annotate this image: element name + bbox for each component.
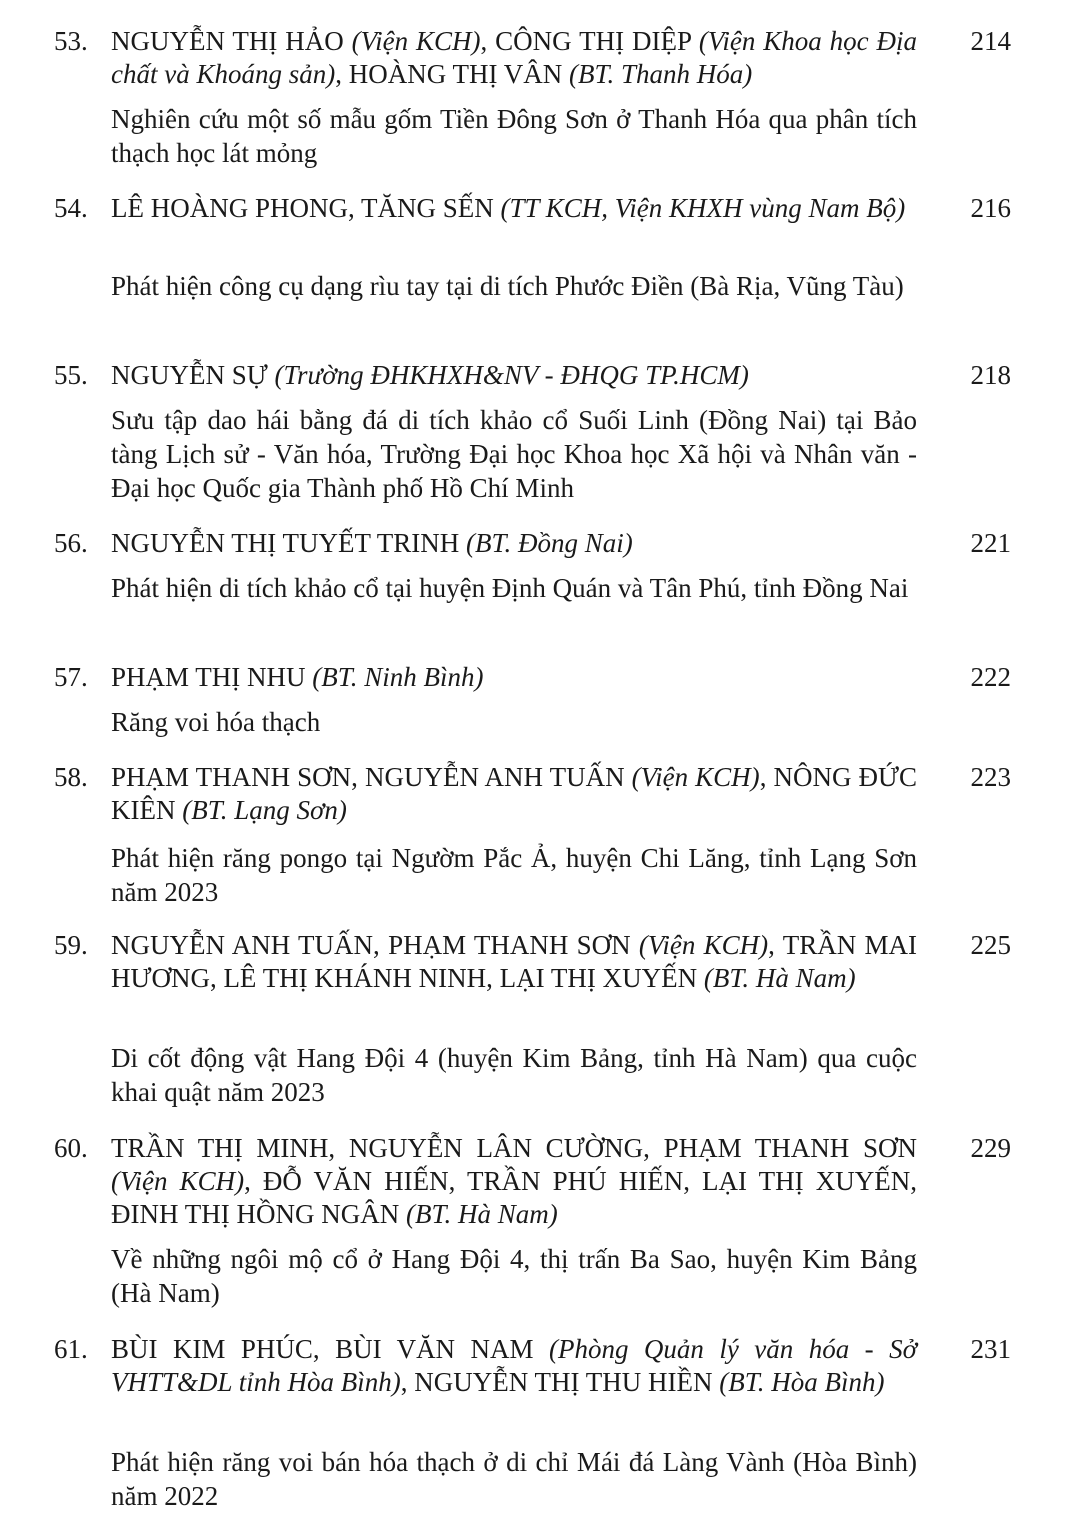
author-affiliation: (TT KCH, Viện KHXH vùng Nam Bộ) [500, 193, 906, 223]
author-affiliation: (Viện KCH) [638, 930, 769, 960]
entry-number: 60. [54, 1133, 88, 1163]
author-affiliation: (BT. Ninh Bình) [312, 662, 484, 692]
entry-title: Về những ngôi mộ cổ ở Hang Đội 4, thị trấn Ba Sao, huyện Kim Bảng (Hà Nam) [111, 1244, 917, 1308]
author-names: NGUYỄN ANH TUẤN, PHẠM THANH SƠN [111, 930, 639, 960]
entry-authors [111, 929, 917, 995]
author-names: NGUYỄN THỊ TUYẾT TRINH [111, 528, 466, 558]
author-names: LÊ HOÀNG PHONG, TĂNG SẾN [111, 193, 501, 223]
entry-authors [111, 661, 917, 694]
author-affiliation: (BT. Hòa Bình) [719, 1367, 885, 1397]
entry-authors [111, 25, 917, 91]
entry-authors [111, 761, 917, 827]
entry-authors [111, 1132, 917, 1231]
author-affiliation: (Viện KCH) [631, 762, 760, 792]
author-affiliation: (Viện KCH) [111, 1166, 245, 1196]
entry-number: 58. [54, 762, 88, 792]
entry-number: 55. [54, 360, 88, 390]
entry-authors [111, 1333, 917, 1399]
entry-title: Nghiên cứu một số mẫu gốm Tiền Đông Sơn ở Thanh Hóa qua phân tích thạch học lát mỏng [111, 104, 917, 168]
entry-number: 59. [54, 930, 88, 960]
entry-number: 57. [54, 662, 88, 692]
author-names: , TRẦN MAI HƯƠNG, LÊ THỊ KHÁNH NINH, LẠI THỊ XUYẾN [111, 930, 917, 993]
author-names: , CÔNG THỊ DIỆP [480, 26, 699, 56]
entry-authors [111, 527, 917, 560]
entry-authors [111, 192, 917, 225]
author-names: , NGUYỄN THỊ THU HIỀN [400, 1367, 720, 1397]
author-names: , HOÀNG THỊ VÂN [335, 59, 569, 89]
author-names: NGUYỄN SỰ [111, 360, 275, 390]
author-affiliation: (BT. Lạng Sơn) [182, 795, 347, 825]
entry-title: Răng voi hóa thạch [111, 707, 321, 737]
entry-title: Sưu tập dao hái bằng đá di tích khảo cổ Suối Linh (Đồng Nai) tại Bảo tàng Lịch sử - Văn hóa, Trường Đại học Khoa học Xã hội và Nhân văn - Đại học Quốc gia Thành phố Hồ Chí Minh [111, 405, 917, 503]
entry-authors [111, 359, 917, 392]
entry-number: 54. [54, 193, 88, 223]
entry-title: Phát hiện răng voi bán hóa thạch ở di chỉ Mái đá Làng Vành (Hòa Bình) năm 2022 [111, 1447, 917, 1511]
entry-page-number: 222 [970, 662, 1011, 692]
entry-number: 61. [54, 1334, 88, 1364]
author-names: NGUYỄN THỊ HẢO [111, 26, 352, 56]
author-affiliation: (BT. Hà Nam) [703, 963, 856, 993]
entry-page-number: 221 [970, 528, 1011, 558]
author-affiliation: (Viện KCH) [351, 26, 481, 56]
entry-title: Di cốt động vật Hang Đội 4 (huyện Kim Bảng, tỉnh Hà Nam) qua cuộc khai quật năm 2023 [111, 1043, 917, 1107]
author-names: TRẦN THỊ MINH, NGUYỄN LÂN CƯỜNG, PHẠM THANH SƠN [111, 1133, 917, 1163]
author-names: BÙI KIM PHÚC, BÙI VĂN NAM [111, 1334, 549, 1364]
author-names: PHẠM THỊ NHU [111, 662, 313, 692]
author-names: PHẠM THANH SƠN, NGUYỄN ANH TUẤN [111, 762, 632, 792]
author-affiliation: (Viện Khoa học Địa chất và Khoáng sản) [111, 26, 917, 89]
entry-page-number: 231 [970, 1334, 1011, 1364]
entry-number: 56. [54, 528, 88, 558]
entry-page-number: 214 [970, 26, 1011, 56]
entry-page-number: 229 [970, 1133, 1011, 1163]
entry-page-number: 225 [970, 930, 1011, 960]
author-affiliation: (Phòng Quản lý văn hóa - Sở VHTT&DL tỉnh Hòa Bình) [111, 1334, 918, 1397]
author-affiliation: (Trường ĐHKHXH&NV - ĐHQG TP.HCM) [274, 360, 749, 390]
entry-title: Phát hiện răng pongo tại Ngườm Pắc Ả, huyện Chi Lăng, tỉnh Lạng Sơn năm 2023 [111, 843, 917, 907]
entry-number: 53. [54, 26, 88, 56]
entry-page-number: 223 [970, 762, 1011, 792]
entry-title: Phát hiện di tích khảo cổ tại huyện Định Quán và Tân Phú, tỉnh Đồng Nai [111, 573, 909, 603]
author-affiliation: (BT. Đồng Nai) [465, 528, 633, 558]
author-affiliation: (BT. Hà Nam) [405, 1199, 558, 1229]
author-names: , ĐỖ VĂN HIẾN, TRẦN PHÚ HIẾN, LẠI THỊ XUYẾN, ĐINH THỊ HỒNG NGÂN [111, 1166, 917, 1229]
entry-page-number: 216 [970, 193, 1011, 223]
entry-page-number: 218 [970, 360, 1011, 390]
entry-title: Phát hiện công cụ dạng rìu tay tại di tích Phước Điền (Bà Rịa, Vũng Tàu) [111, 271, 904, 301]
author-affiliation: (BT. Thanh Hóa) [568, 59, 753, 89]
author-names: , NÔNG ĐỨC KIÊN [111, 762, 918, 825]
